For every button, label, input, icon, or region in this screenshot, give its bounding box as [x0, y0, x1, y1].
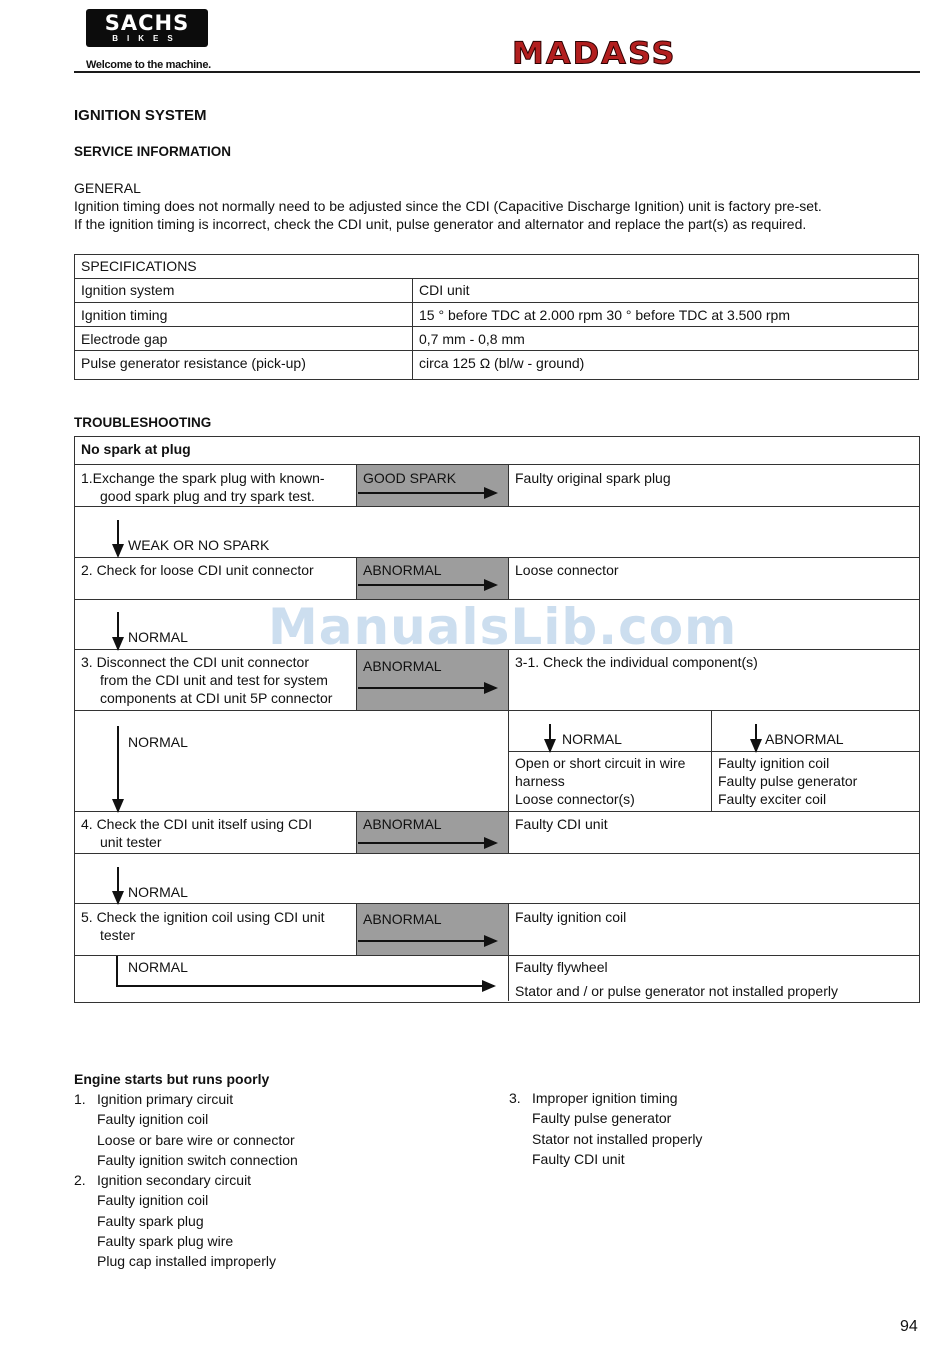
- spec-value: 0,7 mm - 0,8 mm: [419, 331, 525, 347]
- list-item: Ignition primary circuit: [97, 1091, 234, 1107]
- list-item: Stator not installed properly: [532, 1131, 703, 1147]
- sub-abnormal-cause: Faulty ignition coil: [718, 755, 830, 771]
- flow-column-divider: [356, 811, 357, 854]
- flow-label: NORMAL: [128, 884, 188, 900]
- step-5-result: ABNORMAL: [363, 911, 442, 927]
- flow-column-divider: [508, 557, 509, 600]
- spec-label: Ignition system: [81, 282, 175, 298]
- flow-divider: [74, 955, 920, 956]
- sub-normal-label: NORMAL: [562, 731, 622, 747]
- arrow-down-icon: [117, 867, 119, 903]
- section-title: IGNITION SYSTEM: [74, 107, 207, 124]
- arrow-right-icon: [358, 940, 496, 942]
- step-4-result: ABNORMAL: [363, 816, 442, 832]
- specs-divider: [74, 350, 919, 351]
- list-number: 1.: [74, 1091, 86, 1107]
- flow-column-divider: [508, 903, 509, 1001]
- list-item: Plug cap installed improperly: [97, 1253, 276, 1269]
- flow-label: WEAK OR NO SPARK: [128, 537, 270, 553]
- specs-header: SPECIFICATIONS: [81, 258, 197, 274]
- flow-divider: [74, 811, 920, 812]
- specs-divider: [74, 302, 919, 303]
- step-1-text: 1.Exchange the spark plug with known-: [81, 470, 325, 486]
- arrow-right-icon: [358, 687, 496, 689]
- step-4-outcome: Faulty CDI unit: [515, 816, 608, 832]
- list-number: 3.: [509, 1090, 521, 1106]
- sub-normal-cause: Loose connector(s): [515, 791, 635, 807]
- list-item: Faulty pulse generator: [532, 1110, 672, 1126]
- arrow-down-icon: [117, 520, 119, 556]
- arrow-right-icon: [358, 492, 496, 494]
- list-item: Faulty ignition coil: [97, 1111, 209, 1127]
- list-number: 2.: [74, 1172, 86, 1188]
- spec-value: circa 125 Ω (bl/w - ground): [419, 355, 585, 371]
- list-item: Faulty CDI unit: [532, 1151, 625, 1167]
- flow-column-divider: [356, 557, 357, 600]
- list-item: Improper ignition timing: [532, 1090, 678, 1106]
- step-2-text: 2. Check for loose CDI unit connector: [81, 562, 314, 578]
- sub-abnormal-label: ABNORMAL: [765, 731, 844, 747]
- list-item: Faulty ignition coil: [97, 1192, 209, 1208]
- flowchart-title: No spark at plug: [81, 441, 191, 457]
- step-3-text: from the CDI unit and test for system: [100, 672, 328, 688]
- step-3-text: components at CDI unit 5P connector: [100, 690, 333, 706]
- watermark: ManualsLib.com: [268, 598, 738, 656]
- flow-divider: [74, 853, 920, 854]
- arrow-down-icon: [117, 726, 119, 811]
- flow-divider: [74, 710, 920, 711]
- sub-abnormal-cause: Faulty exciter coil: [718, 791, 827, 807]
- arrow-down-icon: [755, 724, 757, 751]
- list-item: Faulty spark plug: [97, 1213, 204, 1229]
- spec-label: Pulse generator resistance (pick-up): [81, 355, 306, 371]
- madass-logo: MADASS: [512, 34, 677, 72]
- arrow-right-icon: [358, 584, 496, 586]
- troubleshooting-heading: TROUBLESHOOTING: [74, 415, 212, 430]
- flow-connector: [116, 956, 118, 986]
- runs-poorly-title: Engine starts but runs poorly: [74, 1071, 270, 1087]
- step-3-text: 3. Disconnect the CDI unit connector: [81, 654, 310, 670]
- sachs-bikes-logo: [86, 9, 208, 47]
- header-rule: [74, 71, 920, 73]
- general-line-2: If the ignition timing is incorrect, check the CDI unit, pulse generator and alternator and replace the part(s) as required.: [74, 216, 807, 232]
- spec-value: 15 ° before TDC at 2.000 rpm 30 ° before TDC at 3.500 rpm: [419, 307, 790, 323]
- general-line-1: Ignition timing does not normally need to be adjusted since the CDI (Capacitive Discharge Ignition) unit is factory pre-set.: [74, 198, 822, 214]
- specs-divider: [74, 326, 919, 327]
- tagline: Welcome to the machine.: [86, 59, 211, 71]
- arrow-down-icon: [549, 724, 551, 751]
- logo-main-text: SACHS: [104, 11, 190, 35]
- flow-column-divider: [356, 903, 357, 956]
- step-3-result: ABNORMAL: [363, 658, 442, 674]
- spec-value: CDI unit: [419, 282, 470, 298]
- flow-column-divider: [508, 464, 509, 507]
- step-2-result: ABNORMAL: [363, 562, 442, 578]
- sub-abnormal-cause: Faulty pulse generator: [718, 773, 858, 789]
- specs-divider: [74, 278, 919, 279]
- sub-normal-cause: Open or short circuit in wire: [515, 755, 686, 771]
- flow-divider: [74, 903, 920, 904]
- step-4-text: 4. Check the CDI unit itself using CDI: [81, 816, 313, 832]
- step-5-outcome: Faulty ignition coil: [515, 909, 627, 925]
- flow-column-divider: [508, 649, 509, 854]
- general-label: GENERAL: [74, 180, 141, 196]
- step-3-outcome: 3-1. Check the individual component(s): [515, 654, 758, 670]
- flow-divider: [508, 751, 920, 752]
- arrow-down-icon: [117, 612, 119, 649]
- service-info-heading: SERVICE INFORMATION: [74, 144, 232, 159]
- flow-divider: [74, 506, 920, 507]
- list-item: Loose or bare wire or connector: [97, 1132, 295, 1148]
- sub-normal-cause: harness: [515, 773, 565, 789]
- step-2-outcome: Loose connector: [515, 562, 619, 578]
- step-1-text: good spark plug and try spark test.: [100, 488, 315, 504]
- arrow-right-icon: [116, 985, 494, 987]
- logo-sub-text: BIKES: [112, 34, 182, 43]
- flow-column-divider: [356, 649, 357, 711]
- spec-label: Ignition timing: [81, 307, 168, 323]
- flow-label: NORMAL: [128, 629, 188, 645]
- flow-label: NORMAL: [128, 734, 188, 750]
- step-5-text: 5. Check the ignition coil using CDI unit: [81, 909, 325, 925]
- final-cause: Stator and / or pulse generator not installed properly: [515, 983, 838, 999]
- flow-divider: [74, 464, 920, 465]
- list-item: Faulty spark plug wire: [97, 1233, 234, 1249]
- step-5-text: tester: [100, 927, 136, 943]
- step-1-outcome: Faulty original spark plug: [515, 470, 671, 486]
- step-1-result: GOOD SPARK: [363, 470, 457, 486]
- step-4-text: unit tester: [100, 834, 162, 850]
- page-number: 94: [900, 1318, 918, 1335]
- arrow-right-icon: [358, 842, 496, 844]
- final-cause: Faulty flywheel: [515, 959, 608, 975]
- list-item: Ignition secondary circuit: [97, 1172, 252, 1188]
- flow-column-divider: [711, 710, 712, 812]
- flow-label: NORMAL: [128, 959, 188, 975]
- list-item: Faulty ignition switch connection: [97, 1152, 298, 1168]
- flow-divider: [74, 557, 920, 558]
- spec-label: Electrode gap: [81, 331, 168, 347]
- specs-column-divider: [412, 278, 413, 379]
- flow-column-divider: [356, 464, 357, 507]
